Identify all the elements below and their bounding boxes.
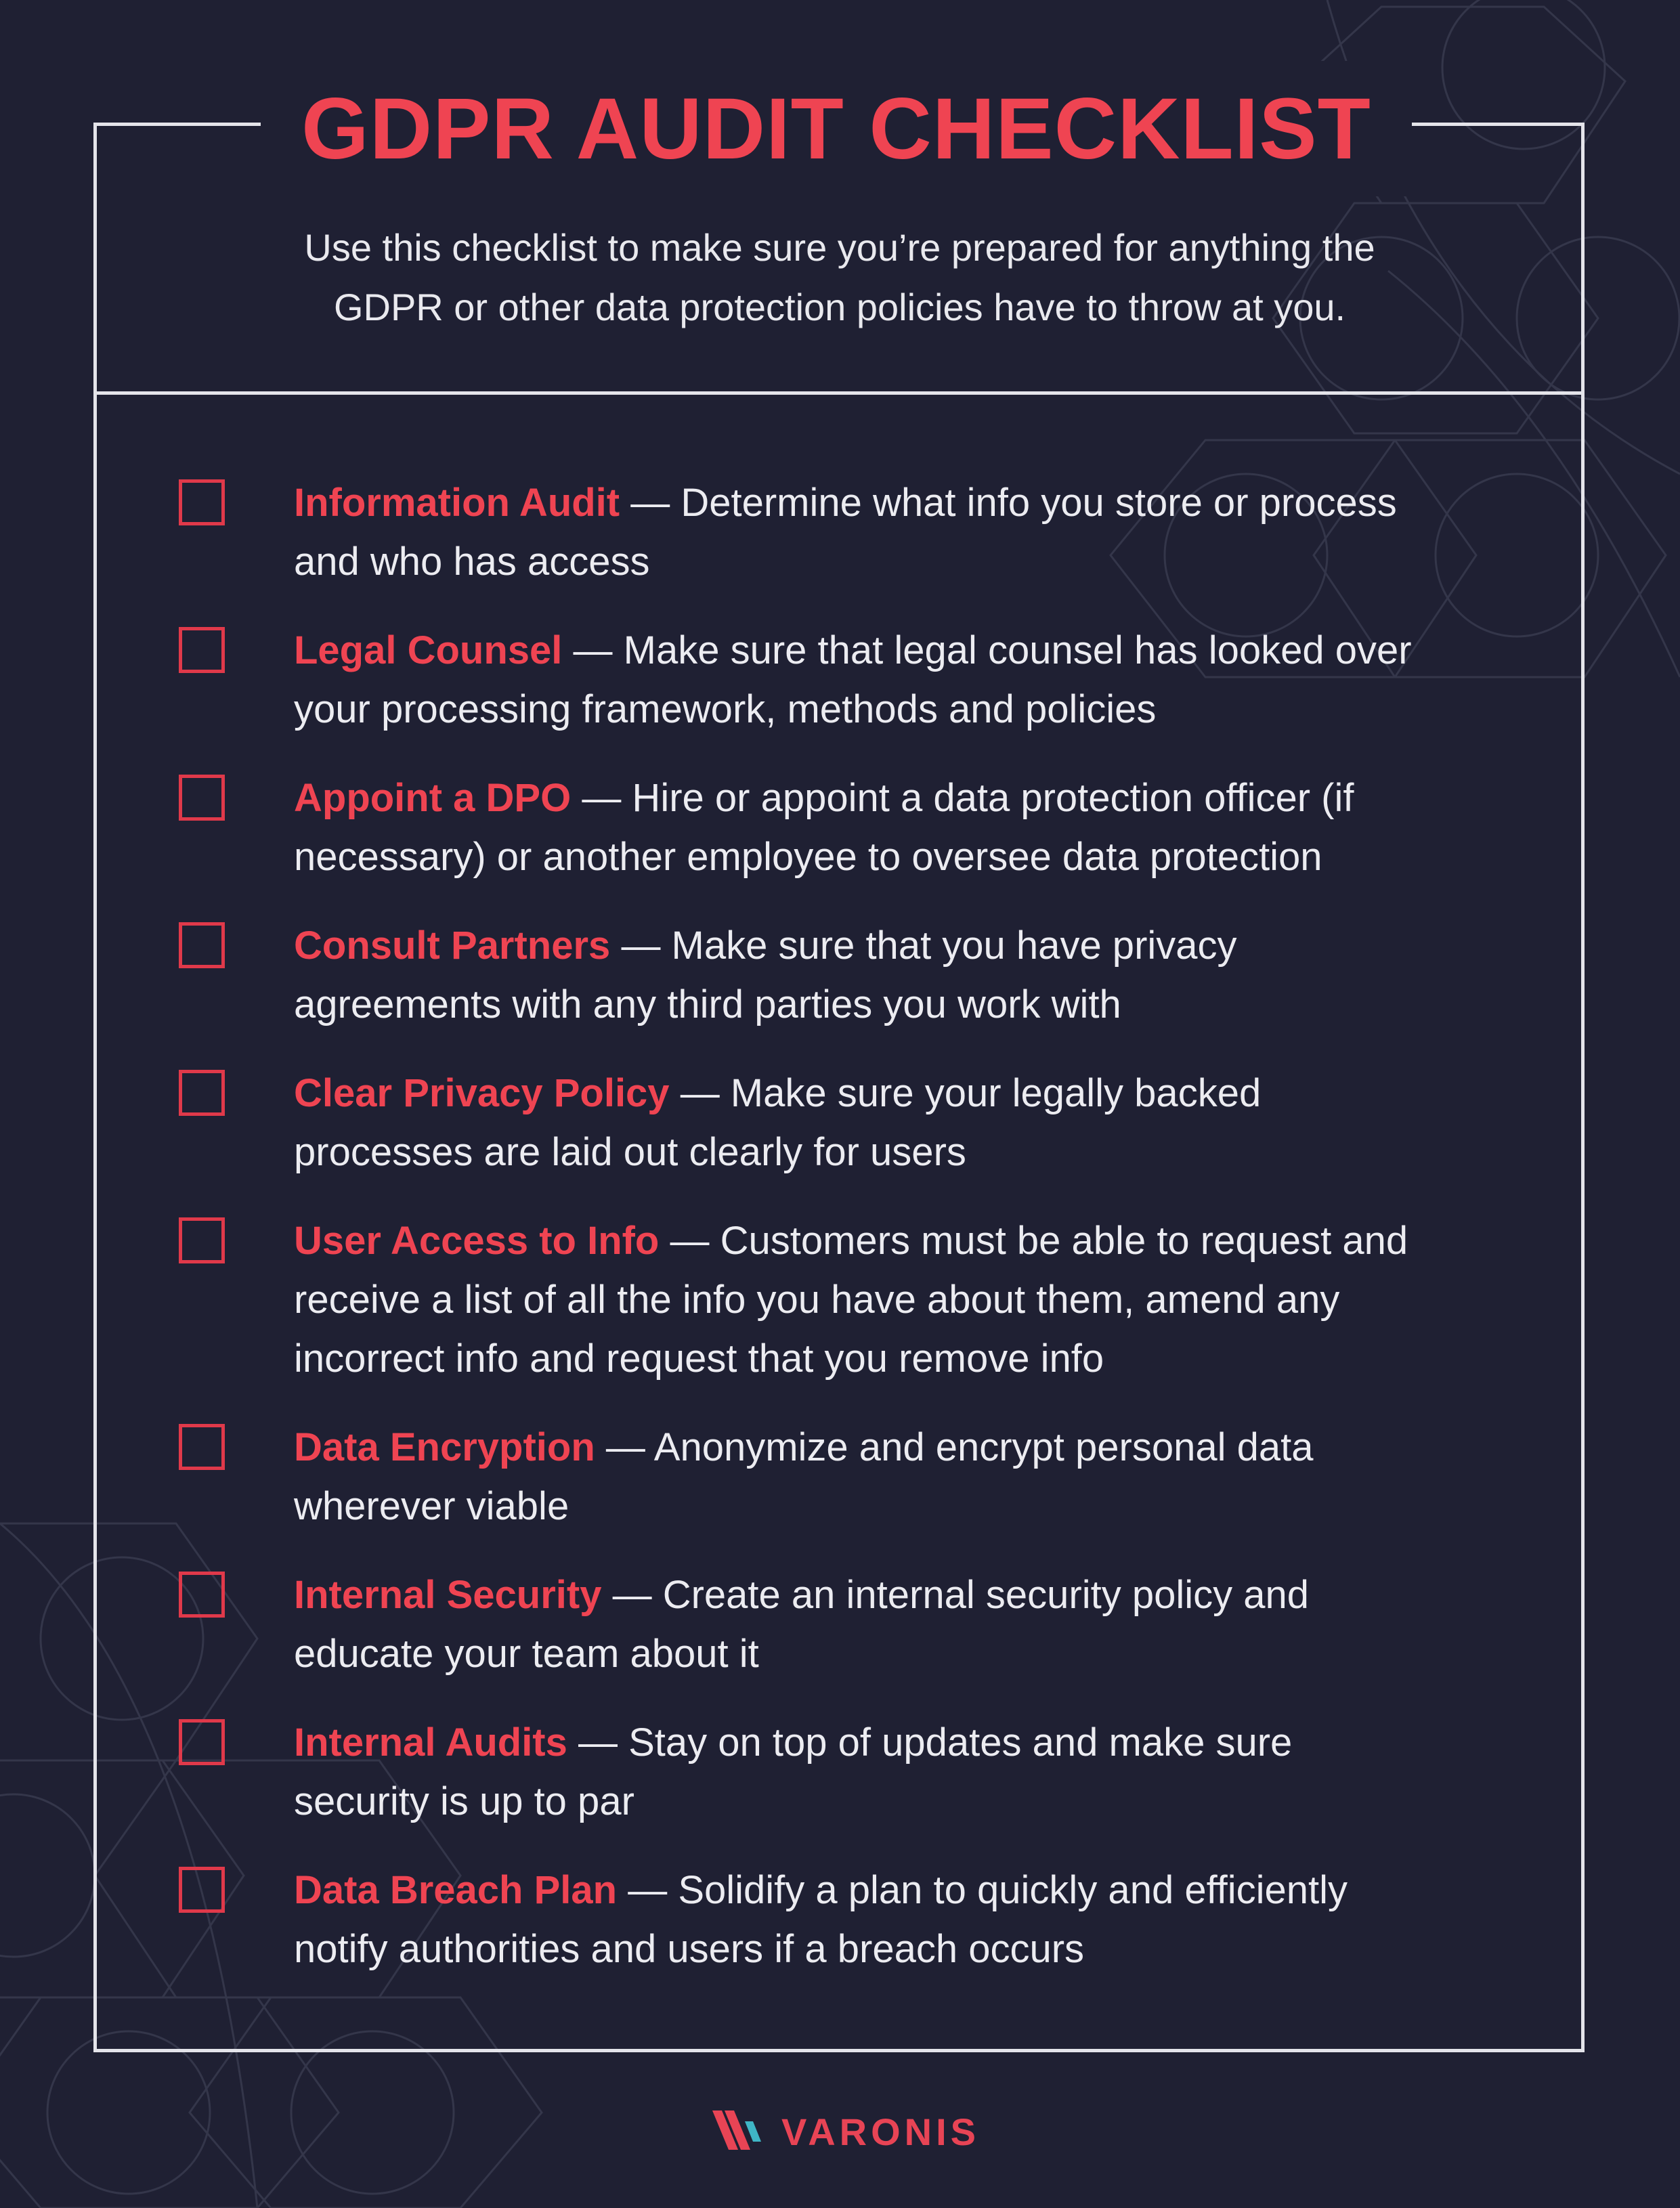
checkbox[interactable] <box>179 1070 225 1116</box>
logo-text: VARONIS <box>781 2110 980 2153</box>
checklist-item-desc-line-3: incorrect info and request that you remove info <box>294 1337 1104 1381</box>
checklist-item-desc-line-2: educate your team about it <box>294 1632 759 1676</box>
checklist-item-title: User Access to Info <box>294 1219 660 1263</box>
checklist-item-desc-line-1: — Customers must be able to request and <box>659 1219 1408 1263</box>
intro-line-2: GDPR or other data protection policies have to throw at you. <box>333 286 1346 328</box>
checklist-item-title: Legal Counsel <box>294 628 563 672</box>
checkbox[interactable] <box>179 1719 225 1765</box>
checklist-item-desc-line-2: security is up to par <box>294 1779 634 1823</box>
checklist-item-text <box>294 1565 1513 1683</box>
checklist-item-desc-line-2: your processing framework, methods and policies <box>294 687 1157 731</box>
checkbox[interactable] <box>179 775 225 821</box>
checklist-item-title: Data Encryption <box>294 1425 595 1469</box>
header-divider <box>93 391 1585 395</box>
checklist-item-desc-line-2: receive a list of all the info you have about them, amend any <box>294 1278 1340 1322</box>
title-container <box>261 61 1412 196</box>
checklist-item-desc-line-1: — Make sure that you have privacy <box>610 924 1237 968</box>
checkbox[interactable] <box>179 1572 225 1618</box>
checkbox[interactable] <box>179 1867 225 1913</box>
checklist-item-title: Consult Partners <box>294 924 611 968</box>
checklist-item-desc-line-2: and who has access <box>294 540 650 584</box>
checklist-item-desc-line-1: — Determine what info you store or process <box>620 481 1397 525</box>
checklist-item-desc-line-2: agreements with any third parties you work with <box>294 982 1121 1026</box>
checklist-item-title: Information Audit <box>294 481 620 525</box>
checklist-item-title: Data Breach Plan <box>294 1868 618 1912</box>
checklist-item-text <box>294 1064 1513 1182</box>
checkbox[interactable] <box>179 627 225 673</box>
checklist-item-desc-line-1: — Hire or appoint a data protection officer (if <box>571 776 1354 820</box>
checklist-item-title: Internal Security <box>294 1573 602 1617</box>
checklist-item-desc-line-2: necessary) or another employee to oversee data protection <box>294 835 1322 879</box>
checklist-item-text <box>294 473 1513 591</box>
checklist-item-title: Clear Privacy Policy <box>294 1071 670 1115</box>
checklist-item-text <box>294 1713 1513 1831</box>
checklist-item-text <box>294 916 1513 1034</box>
checklist-item-desc-line-1: — Stay on top of updates and make sure <box>567 1720 1293 1765</box>
intro-line-1: Use this checklist to make sure you’re prepared for anything the <box>304 226 1375 269</box>
checklist-item-text <box>294 1211 1513 1388</box>
checkbox[interactable] <box>179 922 225 968</box>
checklist-item-title: Internal Audits <box>294 1720 567 1765</box>
checklist-item-text <box>294 769 1513 886</box>
checklist-item-desc-line-1: — Create an internal security policy and <box>601 1573 1309 1617</box>
checklist-item-desc-line-1: — Anonymize and encrypt personal data <box>595 1425 1314 1469</box>
checkbox[interactable] <box>179 479 225 525</box>
checklist-item-text <box>294 1861 1513 1978</box>
checklist-item-desc-line-1: — Make sure that legal counsel has looked over <box>562 628 1412 672</box>
checklist-item-desc-line-1: — Solidify a plan to quickly and efficiently <box>617 1868 1348 1912</box>
intro-text <box>163 218 1517 337</box>
checklist-item-title: Appoint a DPO <box>294 776 572 820</box>
checklist-item-desc-line-2: notify authorities and users if a breach occurs <box>294 1927 1085 1971</box>
checklist-item-text <box>294 621 1513 739</box>
varonis-logo-icon <box>711 2108 772 2155</box>
varonis-logo <box>711 2104 982 2159</box>
checklist-item-text <box>294 1418 1513 1536</box>
checkbox[interactable] <box>179 1217 225 1263</box>
checklist-item-desc-line-1: — Make sure your legally backed <box>669 1071 1262 1115</box>
checkbox[interactable] <box>179 1424 225 1470</box>
page-title: GDPR AUDIT CHECKLIST <box>301 80 1371 177</box>
checklist-item-desc-line-2: processes are laid out clearly for users <box>294 1130 966 1174</box>
checklist-item-desc-line-2: wherever viable <box>294 1484 569 1528</box>
